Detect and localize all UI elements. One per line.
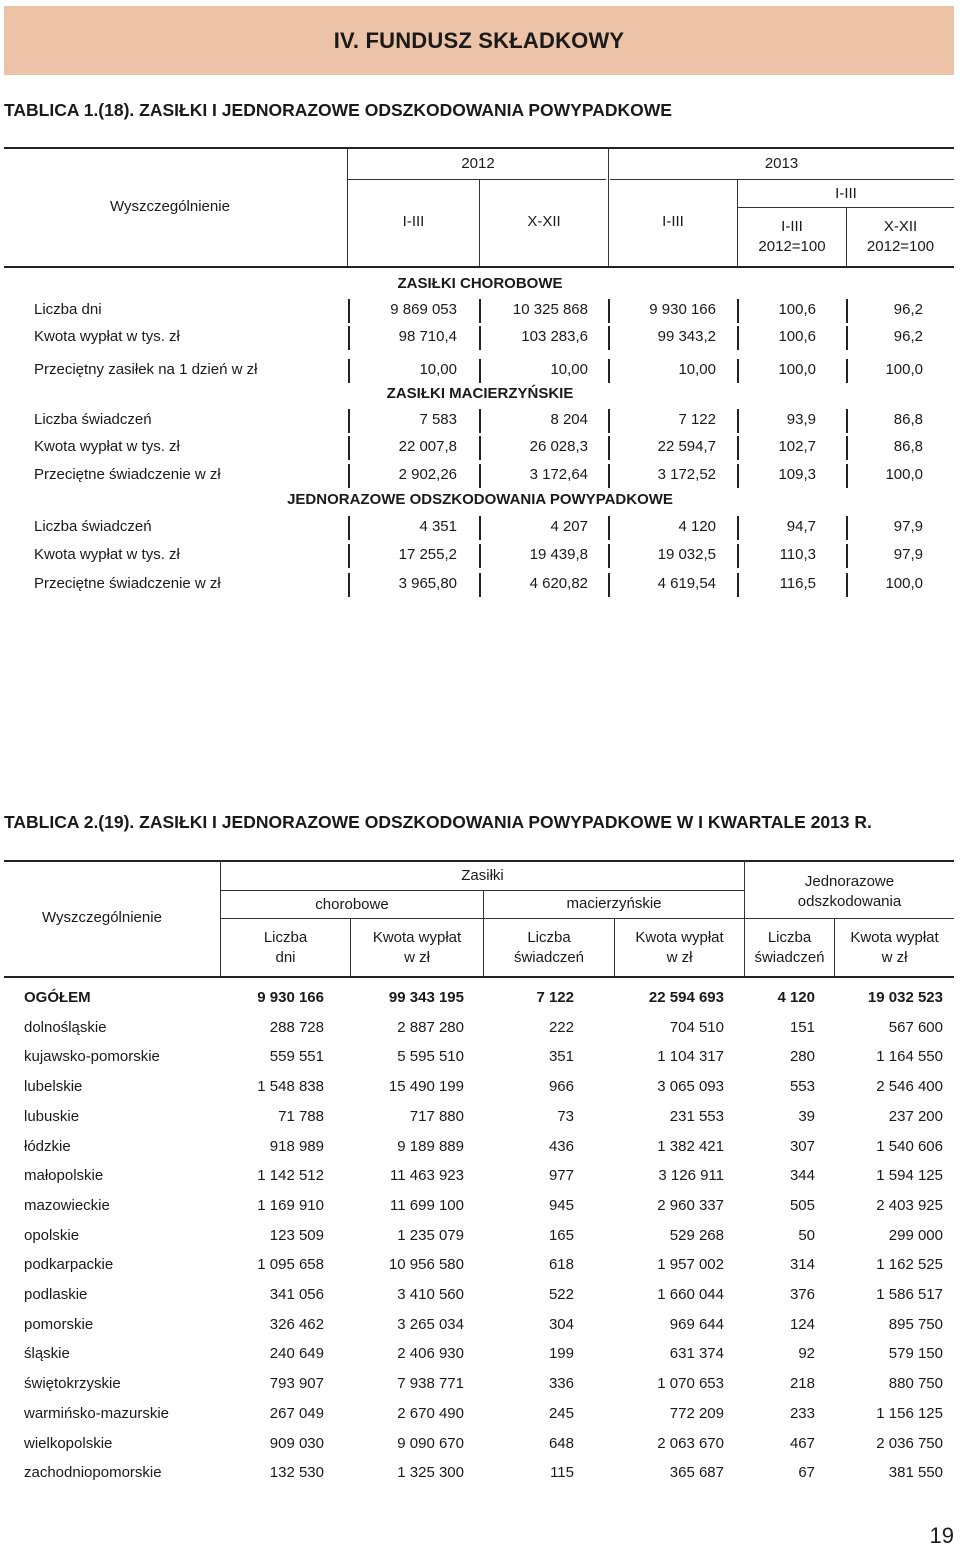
cell-value: 2 960 337 <box>657 1196 724 1214</box>
cell-value: 100,0 <box>885 361 923 378</box>
col-header-line1: Kwota wypłat <box>372 929 462 946</box>
cell-value: 895 750 <box>888 1315 943 1333</box>
cell-value: 97,9 <box>893 518 923 535</box>
cell-value: 11 463 923 <box>390 1167 464 1185</box>
cell-value: 7 122 <box>536 989 574 1006</box>
cell-value: 1 104 317 <box>657 1048 724 1066</box>
row-label: Przeciętne świadczenie w zł <box>34 575 221 592</box>
cell-value: 8 204 <box>550 411 588 428</box>
col-header-line2: dni <box>275 949 296 966</box>
table2-title: TABLICA 2.(19). ZASIŁKI I JEDNORAZOWE ODSZKODOWANIA POWYPADKOWE W I KWARTALE 2013 R. <box>4 812 872 832</box>
cell-value: 1 548 838 <box>257 1078 324 1096</box>
col-header-line1: Liczba <box>263 929 308 946</box>
cell-value: 3 126 911 <box>658 1167 724 1185</box>
cell-value: 2 887 280 <box>397 1018 464 1036</box>
cell-value: 7 938 771 <box>397 1375 464 1393</box>
cell-value: 240 649 <box>269 1345 324 1363</box>
chapter-banner: IV. FUNDUSZ SKŁADKOWY <box>4 6 954 75</box>
region-label: podlaskie <box>24 1286 88 1303</box>
region-label: małopolskie <box>24 1167 104 1185</box>
cell-value: 336 <box>548 1375 574 1393</box>
cell-value: 2 036 750 <box>876 1434 943 1452</box>
cell-value: 10,00 <box>678 361 716 378</box>
row-label: Liczba świadczeń <box>34 411 152 428</box>
col-header-line1: Liczba <box>527 929 571 946</box>
cell-value: 124 <box>789 1315 815 1333</box>
col-header-line2: w zł <box>404 949 430 966</box>
cell-value: 4 351 <box>419 518 457 535</box>
region-label: podkarpackie <box>24 1256 114 1274</box>
region-label: lubelskie <box>24 1078 83 1096</box>
cell-value: 99 343,2 <box>657 328 716 345</box>
cell-value: 50 <box>798 1226 815 1244</box>
cell-value: 3 410 560 <box>397 1286 464 1303</box>
cell-value: 467 <box>789 1434 815 1452</box>
cell-value: 945 <box>548 1196 574 1214</box>
cell-value: 2 902,26 <box>398 466 457 483</box>
region-label: śląskie <box>24 1345 70 1363</box>
cell-value: 505 <box>789 1196 815 1214</box>
cell-value: 26 028,3 <box>529 438 588 455</box>
cell-value: 1 540 606 <box>876 1137 943 1155</box>
region-label: świętokrzyskie <box>24 1375 121 1393</box>
cell-value: 529 268 <box>669 1226 724 1244</box>
cell-value: 199 <box>548 1345 574 1363</box>
cell-value: 233 <box>789 1404 815 1422</box>
col-header-line1: Liczba <box>767 929 812 946</box>
jednorazowe-header-line2: odszkodowania <box>797 893 902 910</box>
cell-value: 772 209 <box>669 1404 724 1422</box>
cell-value: 9 189 889 <box>397 1137 464 1155</box>
cell-value: 567 600 <box>888 1018 943 1036</box>
cell-value: 267 049 <box>269 1404 324 1422</box>
cell-value: 4 120 <box>777 989 815 1006</box>
cell-value: 1 235 079 <box>397 1226 464 1244</box>
cell-value: 22 007,8 <box>398 438 457 455</box>
row-label: Kwota wypłat w tys. zł <box>34 438 180 455</box>
cell-value: 86,8 <box>893 438 923 455</box>
col-header-2012-i-iii: I-III <box>402 213 425 230</box>
cell-value: 11 699 100 <box>390 1196 464 1214</box>
cell-value: 2 063 670 <box>657 1434 724 1452</box>
col-header-line2: w zł <box>881 949 908 966</box>
region-label: wielkopolskie <box>24 1434 113 1452</box>
cell-value: 3 172,64 <box>529 466 588 483</box>
cell-value: 10 956 580 <box>388 1256 464 1274</box>
cell-value: 22 594 693 <box>648 989 724 1006</box>
cell-value: 631 374 <box>669 1345 724 1363</box>
cell-value: 344 <box>789 1167 815 1185</box>
cell-value: 4 207 <box>550 518 588 535</box>
cell-value: 314 <box>789 1256 815 1274</box>
col-header-index1-line2: 2012=100 <box>758 238 826 255</box>
cell-value: 100,0 <box>778 361 816 378</box>
cell-value: 579 150 <box>888 1345 943 1363</box>
region-label: łódzkie <box>24 1137 71 1155</box>
region-label: lubuskie <box>24 1107 80 1125</box>
cell-value: 115 <box>550 1464 574 1482</box>
cell-value: 94,7 <box>786 518 816 535</box>
cell-value: 351 <box>548 1048 574 1066</box>
cell-value: 648 <box>548 1434 574 1452</box>
cell-value: 553 <box>789 1078 815 1096</box>
cell-value: 15 490 199 <box>388 1078 464 1096</box>
cell-value: 299 000 <box>888 1226 943 1244</box>
cell-value: 2 670 490 <box>397 1404 464 1422</box>
cell-value: 100,0 <box>885 466 923 483</box>
row-label: Przeciętne świadczenie w zł <box>34 466 221 483</box>
cell-value: 100,6 <box>778 328 816 345</box>
cell-value: 1 325 300 <box>397 1464 464 1482</box>
cell-value: 19 439,8 <box>529 546 588 563</box>
cell-value: 1 142 512 <box>257 1167 324 1185</box>
region-label: kujawsko-pomorskie <box>24 1048 160 1066</box>
cell-value: 99 343 195 <box>388 989 464 1006</box>
cell-value: 2 546 400 <box>876 1078 943 1096</box>
cell-value: 165 <box>548 1226 574 1244</box>
col-header-line2: w zł <box>666 949 693 966</box>
cell-value: 17 255,2 <box>398 546 457 563</box>
cell-value: 151 <box>789 1018 815 1036</box>
col-header-line1: Kwota wypłat <box>850 929 939 946</box>
cell-value: 1 164 550 <box>876 1048 943 1066</box>
cell-value: 3 065 093 <box>657 1078 724 1096</box>
cell-value: 3 965,80 <box>398 575 457 592</box>
cell-value: 98 710,4 <box>398 328 457 345</box>
row-label: Kwota wypłat w tys. zł <box>34 328 180 345</box>
col-header-line2: świadczeń <box>513 949 585 966</box>
cell-value: 3 172,52 <box>657 466 716 483</box>
cell-value: 10 325 868 <box>512 301 588 318</box>
cell-value: 280 <box>789 1048 815 1066</box>
cell-value: 1 070 653 <box>657 1375 724 1393</box>
section-title: ZASIŁKI MACIERZYŃSKIE <box>386 385 574 402</box>
col-header-line1: Kwota wypłat <box>635 929 724 946</box>
cell-value: 966 <box>548 1078 574 1096</box>
cell-value: 4 120 <box>678 518 716 535</box>
page-number: 19 <box>929 1523 954 1548</box>
cell-value: 231 553 <box>669 1107 724 1125</box>
cell-value: 71 788 <box>278 1107 324 1125</box>
cell-value: 4 619,54 <box>657 575 716 592</box>
cell-value: 132 530 <box>269 1464 324 1482</box>
cell-value: 93,9 <box>786 411 816 428</box>
cell-value: 3 265 034 <box>397 1315 464 1333</box>
cell-value: 245 <box>548 1404 574 1422</box>
cell-value: 7 583 <box>419 411 457 428</box>
cell-value: 218 <box>789 1375 815 1393</box>
cell-value: 880 750 <box>888 1375 943 1393</box>
cell-value: 909 030 <box>269 1434 324 1452</box>
col-header-line2: świadczeń <box>754 949 825 966</box>
cell-value: 376 <box>789 1286 815 1303</box>
section-title: ZASIŁKI CHOROBOWE <box>397 275 563 292</box>
row-label: Przeciętny zasiłek na 1 dzień w zł <box>34 361 258 378</box>
region-label: pomorskie <box>24 1315 94 1333</box>
cell-value: 326 462 <box>269 1315 324 1333</box>
group-header-i-iii: I-III <box>835 185 857 202</box>
region-label: zachodniopomorskie <box>24 1464 162 1482</box>
cell-value: 222 <box>548 1018 574 1036</box>
year-2012-header: 2012 <box>461 155 495 172</box>
cell-value: 10,00 <box>419 361 457 378</box>
cell-value: 1 594 125 <box>876 1167 943 1185</box>
cell-value: 977 <box>548 1167 574 1185</box>
cell-value: 92 <box>798 1345 815 1363</box>
cell-value: 9 869 053 <box>390 301 457 318</box>
cell-value: 307 <box>789 1137 815 1155</box>
region-label: warmińsko-mazurskie <box>24 1404 170 1422</box>
cell-value: 4 620,82 <box>529 575 588 592</box>
cell-value: 1 095 658 <box>257 1256 324 1274</box>
cell-value: 365 687 <box>669 1464 724 1482</box>
cell-value: 341 056 <box>269 1286 324 1303</box>
col-header-index2-line1: X-XII <box>883 218 918 235</box>
cell-value: 288 728 <box>269 1018 324 1036</box>
col-header-index2-line2: 2012=100 <box>866 238 935 255</box>
col-header-2012-x-xii: X-XII <box>527 213 561 230</box>
cell-value: 2 403 925 <box>876 1196 943 1214</box>
cell-value: 2 406 930 <box>397 1345 464 1363</box>
cell-value: 96,2 <box>893 301 923 318</box>
cell-value: 559 551 <box>269 1048 324 1066</box>
year-2013-header: 2013 <box>764 155 799 172</box>
cell-value: 22 594,7 <box>657 438 716 455</box>
cell-value: 793 907 <box>269 1375 324 1393</box>
macierzynskie-header: macierzyńskie <box>566 895 662 912</box>
region-label: dolnośląskie <box>24 1018 107 1036</box>
cell-value: 381 550 <box>888 1464 943 1482</box>
cell-value: 304 <box>548 1315 574 1333</box>
cell-value: 1 162 525 <box>876 1256 943 1274</box>
cell-value: 9 090 670 <box>397 1434 464 1452</box>
cell-value: 100,0 <box>885 575 923 592</box>
cell-value: 1 957 002 <box>657 1256 724 1274</box>
cell-value: 7 122 <box>678 411 716 428</box>
cell-value: 436 <box>548 1137 574 1155</box>
cell-value: 97,9 <box>893 546 923 563</box>
section-title: JEDNORAZOWE ODSZKODOWANIA POWYPADKOWE <box>287 491 673 508</box>
cell-value: 86,8 <box>893 411 923 428</box>
chorobowe-header: chorobowe <box>315 896 389 913</box>
cell-value: 103 283,6 <box>521 328 588 345</box>
row-label: Kwota wypłat w tys. zł <box>34 546 180 563</box>
cell-value: 19 032 523 <box>867 989 943 1006</box>
table2-stub-header: Wyszczególnienie <box>42 909 162 926</box>
cell-value: 717 880 <box>409 1107 464 1125</box>
cell-value: 96,2 <box>893 328 923 345</box>
cell-value: 1 169 910 <box>257 1196 324 1214</box>
cell-value: 1 382 421 <box>657 1137 724 1155</box>
cell-value: 522 <box>548 1286 574 1303</box>
col-header-2013-i-iii: I-III <box>662 213 684 230</box>
cell-value: 969 644 <box>669 1315 724 1333</box>
cell-value: 110,3 <box>779 546 816 563</box>
cell-value: 102,7 <box>778 438 816 455</box>
cell-value: 116,5 <box>779 575 816 592</box>
cell-value: 9 930 166 <box>257 989 324 1006</box>
cell-value: 67 <box>798 1464 815 1482</box>
col-header-index1-line1: I-III <box>781 218 803 235</box>
cell-value: 1 586 517 <box>876 1286 943 1303</box>
cell-value: 5 595 510 <box>397 1048 464 1066</box>
jednorazowe-header-line1: Jednorazowe <box>804 873 895 890</box>
total-row-label: OGÓŁEM <box>24 989 91 1006</box>
cell-value: 9 930 166 <box>649 301 716 318</box>
region-label: opolskie <box>24 1226 80 1244</box>
table1-stub-header: Wyszczególnienie <box>110 198 230 215</box>
cell-value: 10,00 <box>550 361 588 378</box>
cell-value: 237 200 <box>888 1107 943 1125</box>
cell-value: 123 509 <box>269 1226 324 1244</box>
cell-value: 73 <box>557 1107 574 1125</box>
cell-value: 1 660 044 <box>657 1286 724 1303</box>
cell-value: 918 989 <box>269 1137 324 1155</box>
cell-value: 19 032,5 <box>657 546 716 563</box>
cell-value: 1 156 125 <box>876 1404 943 1422</box>
zasilki-header: Zasiłki <box>461 867 504 884</box>
cell-value: 39 <box>798 1107 815 1125</box>
region-label: mazowieckie <box>24 1196 110 1214</box>
row-label: Liczba świadczeń <box>34 518 152 535</box>
cell-value: 704 510 <box>669 1018 724 1036</box>
cell-value: 109,3 <box>778 466 816 483</box>
cell-value: 100,6 <box>778 301 816 318</box>
cell-value: 618 <box>548 1256 574 1274</box>
row-label: Liczba dni <box>34 301 102 318</box>
table1-title: TABLICA 1.(18). ZASIŁKI I JEDNORAZOWE ODSZKODOWANIA POWYPADKOWE <box>4 100 672 120</box>
